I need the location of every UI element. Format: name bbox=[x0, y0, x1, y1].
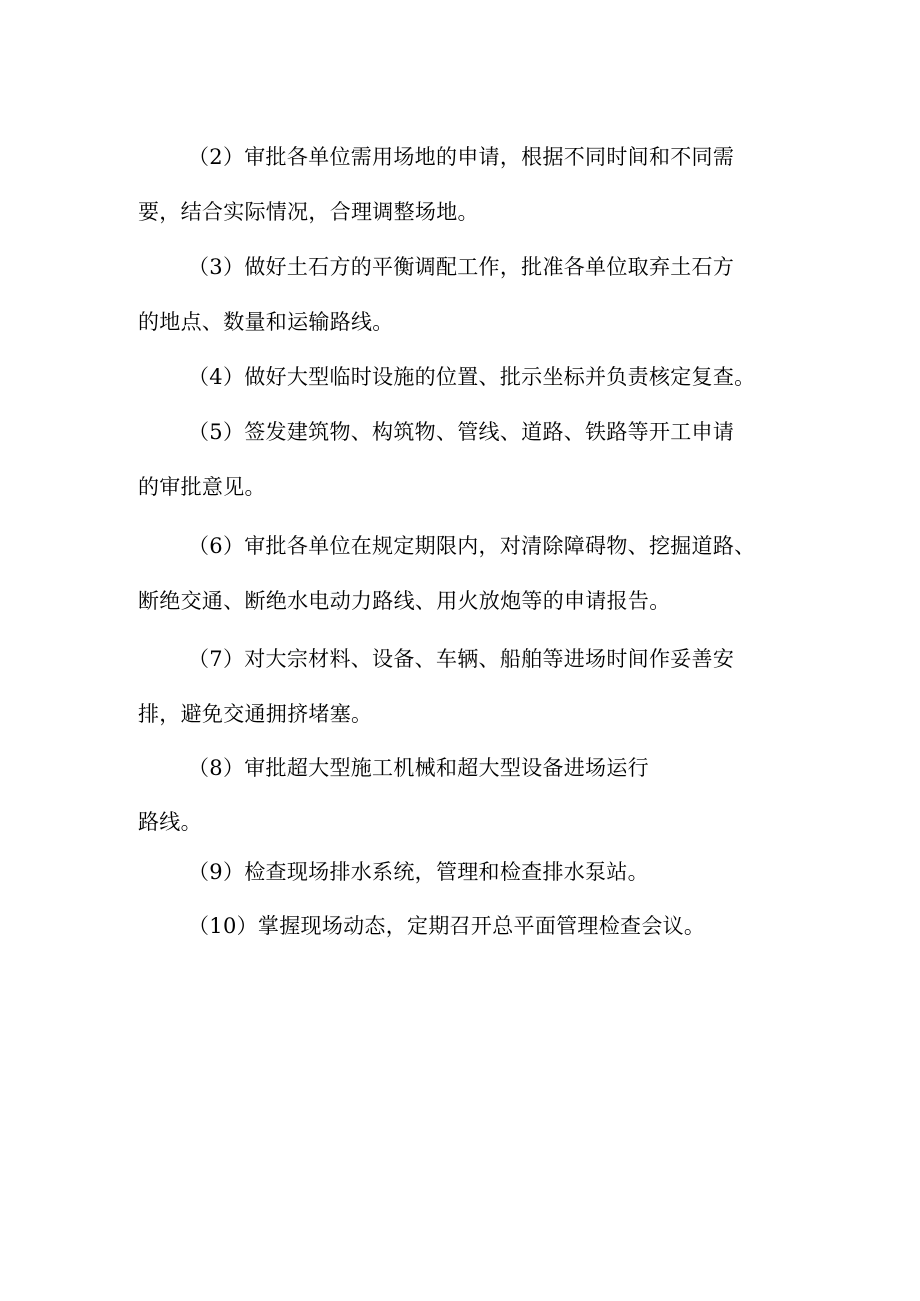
paragraph-6-line-2: 断绝交通、断绝水电动力路线、用火放炮等的申请报告。 bbox=[138, 589, 671, 613]
paragraph-5-line-2: 的审批意见。 bbox=[138, 475, 266, 499]
paragraph-4-line-1: （4）做好大型临时设施的位置、批示坐标并负责核定复查。 bbox=[188, 365, 756, 389]
paragraph-3-line-1: （3）做好土石方的平衡调配工作，批准各单位取弃土石方 bbox=[188, 255, 735, 279]
paragraph-6-line-1: （6）审批各单位在规定期限内，对清除障碍物、挖掘道路、 bbox=[188, 534, 756, 558]
paragraph-8-line-2: 路线。 bbox=[138, 810, 202, 834]
paragraph-10-line-1: （10）掌握现场动态，定期召开总平面管理检查会议。 bbox=[188, 914, 706, 938]
paragraph-2-line-1: （2）审批各单位需用场地的申请，根据不同时间和不同需 bbox=[188, 145, 735, 169]
paragraph-2-line-2: 要，结合实际情况，合理调整场地。 bbox=[138, 200, 479, 224]
paragraph-5-line-1: （5）签发建筑物、构筑物、管线、道路、铁路等开工申请 bbox=[188, 420, 735, 444]
paragraph-7-line-1: （7）对大宗材料、设备、车辆、船舶等进场时间作妥善安 bbox=[188, 647, 735, 671]
paragraph-8-line-1: （8）审批超大型施工机械和超大型设备进场运行 bbox=[188, 756, 649, 780]
paragraph-9-line-1: （9）检查现场排水系统，管理和检查排水泵站。 bbox=[188, 860, 649, 884]
paragraph-3-line-2: 的地点、数量和运输路线。 bbox=[138, 310, 394, 334]
paragraph-7-line-2: 排，避免交通拥挤堵塞。 bbox=[138, 702, 373, 726]
